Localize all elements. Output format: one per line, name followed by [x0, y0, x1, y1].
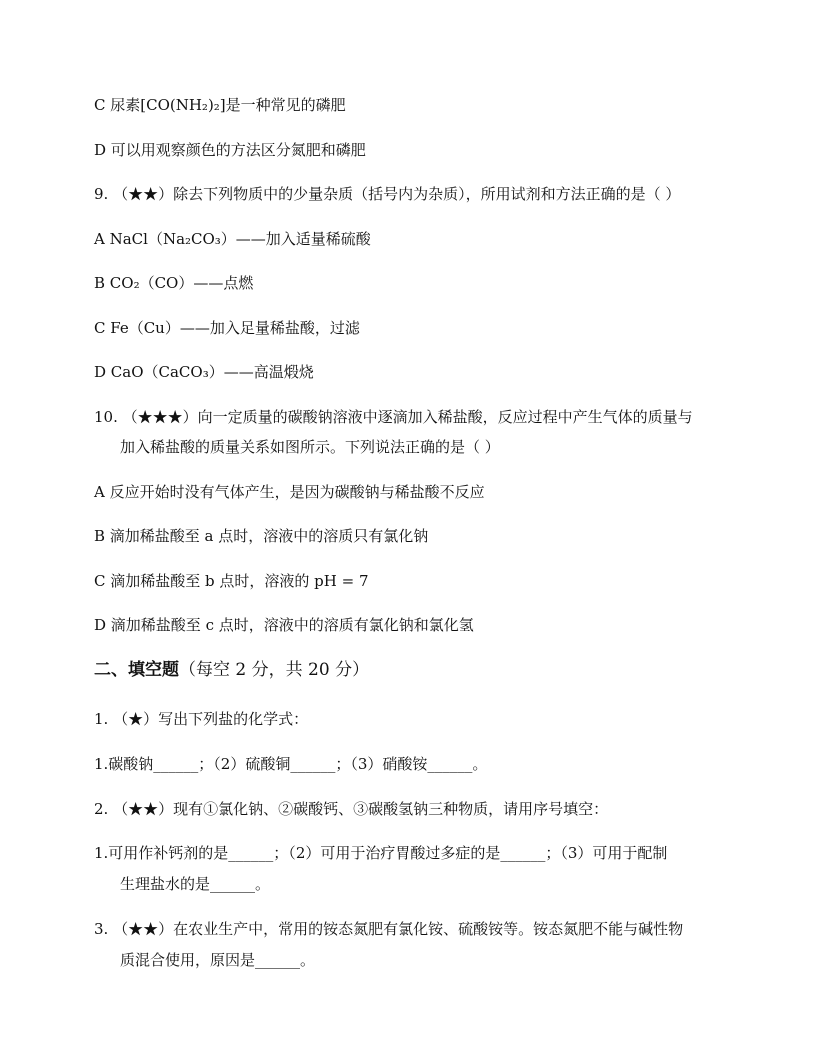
- fill-question-2-blanks-line1: 1.可用作补钙剂的是______；（2）可用于治疗胃酸过多症的是______；（3）可用于配制: [94, 844, 668, 862]
- option-c-q10: C 滴加稀盐酸至 b 点时，溶液的 pH = 7: [94, 572, 369, 590]
- option-d-q9: D CaO（CaCO₃）——高温煅烧: [94, 363, 314, 381]
- option-c-q8: C 尿素[CO(NH₂)₂]是一种常见的磷肥: [94, 96, 346, 114]
- option-c-q9: C Fe（Cu）——加入足量稀盐酸，过滤: [94, 319, 360, 337]
- fill-question-1-blanks: 1.碳酸钠______；（2）硫酸铜______；（3）硝酸铵______。: [94, 755, 488, 773]
- question-10-line1: 10. （★★★）向一定质量的碳酸钠溶液中逐滴加入稀盐酸，反应过程中产生气体的质量与: [94, 408, 693, 426]
- option-d-q8: D 可以用观察颜色的方法区分氮肥和磷肥: [94, 141, 366, 159]
- question-10-line2: 加入稀盐酸的质量关系如图所示。下列说法正确的是（ ）: [120, 438, 500, 456]
- option-b-q10: B 滴加稀盐酸至 a 点时，溶液中的溶质只有氯化钠: [94, 527, 429, 545]
- fill-question-3-line2: 质混合使用，原因是______。: [120, 951, 316, 969]
- fill-question-1: 1. （★）写出下列盐的化学式：: [94, 710, 309, 728]
- option-b-q9: B CO₂（CO）——点燃: [94, 274, 254, 292]
- option-a-q10: A 反应开始时没有气体产生，是因为碳酸钠与稀盐酸不反应: [94, 483, 485, 501]
- section-title: 二、填空题: [94, 660, 179, 680]
- section-heading: [94, 660, 734, 680]
- option-d-q10: D 滴加稀盐酸至 c 点时，溶液中的溶质有氯化钠和氯化氢: [94, 616, 474, 634]
- option-a-q9: A NaCl（Na₂CO₃）——加入适量稀硫酸: [94, 230, 371, 248]
- fill-question-3-line1: 3. （★★）在农业生产中，常用的铵态氮肥有氯化铵、硫酸铵等。铵态氮肥不能与碱性物: [94, 920, 684, 938]
- fill-question-2-blanks-line2: 生理盐水的是______。: [120, 875, 271, 893]
- section-note: （每空 2 分，共 20 分）: [179, 660, 370, 680]
- fill-question-2: 2. （★★）现有①氯化钠、②碳酸钙、③碳酸氢钠三种物质，请用序号填空：: [94, 800, 609, 818]
- question-9: 9. （★★）除去下列物质中的少量杂质（括号内为杂质），所用试剂和方法正确的是（ ）: [94, 185, 681, 203]
